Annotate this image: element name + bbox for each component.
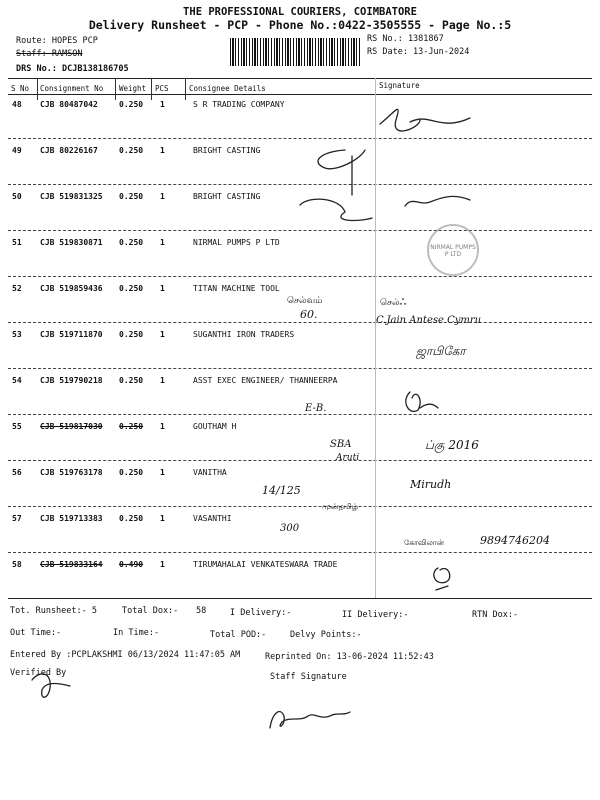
handwritten-note: 300 [280,523,300,534]
col-pcs: PCS [155,84,169,93]
row-pcs: 1 [160,192,165,201]
row-consignee: S R TRADING COMPANY [193,100,285,109]
row-weight: 0.250 [119,284,144,293]
col-signature: Signature [379,81,420,90]
entered-by: Entered By :PCPLAKSHMI 06/13/2024 11:47:05 AM [10,650,241,660]
row-sno: 51 [12,238,22,247]
handwritten-note: 60. [300,308,318,321]
row-consignee: NIRMAL PUMPS P LTD [193,238,280,247]
handwritten-note: செல்வம் [287,296,323,306]
row-weight: 0.250 [119,146,144,155]
staff-signature-label: Staff Signature [270,672,347,682]
reprinted-on: Reprinted On: 13-06-2024 11:52:43 [265,652,434,662]
row-consignment: CJB 519711870 [40,330,103,339]
row-sno: 57 [12,514,22,523]
runsheet-title: Delivery Runsheet - PCP - Phone No.:0422-3505555 - Page No.:5 [88,18,512,32]
row-consignee: VANITHA [193,468,227,477]
row-sno: 55 [12,422,22,431]
row-consignment: CJB 519817030 [40,422,103,431]
handwritten-note: SBA [330,439,352,450]
row-pcs: 1 [160,560,165,569]
handwritten-note: கோவிலான் [404,538,444,547]
row-consignee: TITAN MACHINE TOOL [193,284,280,293]
row-consignment: CJB 519830871 [40,238,103,247]
row-sno: 48 [12,100,22,109]
row-sno: 52 [12,284,22,293]
tot-runsheet: Tot. Runsheet:- 5 [10,606,97,616]
handwritten-note: முன்தமிழ் [322,502,359,511]
row-pcs: 1 [160,468,165,477]
row-consignment: CJB 80487042 [40,100,98,109]
signature-row-49 [318,150,365,195]
drs-number: DRS No.: DCJB138186705 [16,64,129,74]
total-dox-value: 58 [196,606,207,616]
delvy-points: Delvy Points:- [290,630,362,640]
handwritten-note: ப்கு 2016 [425,438,479,452]
row-consignment: CJB 519790218 [40,376,103,385]
row-weight: 0.250 [119,376,144,385]
out-time: Out Time:- [10,628,62,638]
handwritten-note: 14/125 [262,484,301,497]
row-consignment: CJB 519833164 [40,560,103,569]
row-consignee: ASST EXEC ENGINEER/ THANNEERPA [193,376,338,385]
handwritten-note: E-B. [305,403,327,414]
row-pcs: 1 [160,514,165,523]
row-pcs: 1 [160,376,165,385]
handwritten-note: Mirudh [410,478,452,491]
company-title: THE PROFESSIONAL COURIERS, COIMBATORE [183,6,417,18]
row-pcs: 1 [160,100,165,109]
col-consignee: Consignee Details [189,84,266,93]
row-weight: 0.250 [119,100,144,109]
row-weight: 0.250 [119,514,144,523]
staff-signature-mark [270,712,350,728]
row-pcs: 1 [160,146,165,155]
handwritten-note: ஜாபிகோ [416,344,466,358]
row-pcs: 1 [160,284,165,293]
i-delivery: I Delivery:- [230,608,292,618]
route-label: Route: HOPES PCP [16,36,98,46]
col-sno: S No [11,84,30,93]
row-pcs: 1 [160,330,165,339]
row-consignee: GOUTHAM H [193,422,237,431]
row-consignee: TIRUMAHALAI VENKATESWARA TRADE [193,560,338,569]
row-weight: 0.250 [119,192,144,201]
row-consignment: CJB 519763178 [40,468,103,477]
ii-delivery: II Delivery:- [342,610,409,620]
total-dox-label: Total Dox:- [122,606,179,616]
row-consignee: BRIGHT CASTING [193,192,261,201]
rs-date: RS Date: 13-Jun-2024 [367,47,470,57]
row-sno: 49 [12,146,22,155]
handwritten-note: செல்ஃ [380,298,407,308]
handwritten-note: Aruti [336,453,360,463]
row-consignment: CJB 519831325 [40,192,103,201]
row-sno: 58 [12,560,22,569]
row-consignment: CJB 519859436 [40,284,103,293]
signature-row-50 [300,196,470,220]
total-pod: Total POD:- [210,630,267,640]
row-consignment: CJB 80226167 [40,146,98,155]
row-weight: 0.250 [119,422,144,431]
verified-by: Verified By [10,668,67,678]
row-sno: 56 [12,468,22,477]
rs-number: RS No.: 1381867 [367,34,444,44]
row-consignee: VASANTHI [193,514,232,523]
handwritten-note: C.Jain Antese Cymru [376,315,482,326]
row-weight: 0.250 [119,238,144,247]
stamp-text: NIRMAL PUMPS P LTD [430,244,476,258]
row-sno: 54 [12,376,22,385]
row-consignee: BRIGHT CASTING [193,146,261,155]
in-time: In Time:- [113,628,160,638]
row-weight: 0.250 [119,330,144,339]
row-sno: 50 [12,192,22,201]
row-consignee: SUGANTHI IRON TRADERS [193,330,295,339]
handwritten-phone: 9894746204 [480,534,550,547]
signature-row-58 [434,568,450,590]
col-weight: Weight [119,84,147,93]
row-weight: 0.250 [119,468,144,477]
signature-row-54 [406,392,438,411]
signature-row-48 [380,109,470,131]
row-sno: 53 [12,330,22,339]
staff-text: Staff: RAMSON [16,49,83,59]
rtn-dox: RTN Dox:- [472,610,519,620]
col-consignment: Consignment No [40,84,104,93]
row-pcs: 1 [160,422,165,431]
row-pcs: 1 [160,238,165,247]
row-consignment: CJB 519713383 [40,514,103,523]
row-weight: 0.490 [119,560,144,569]
